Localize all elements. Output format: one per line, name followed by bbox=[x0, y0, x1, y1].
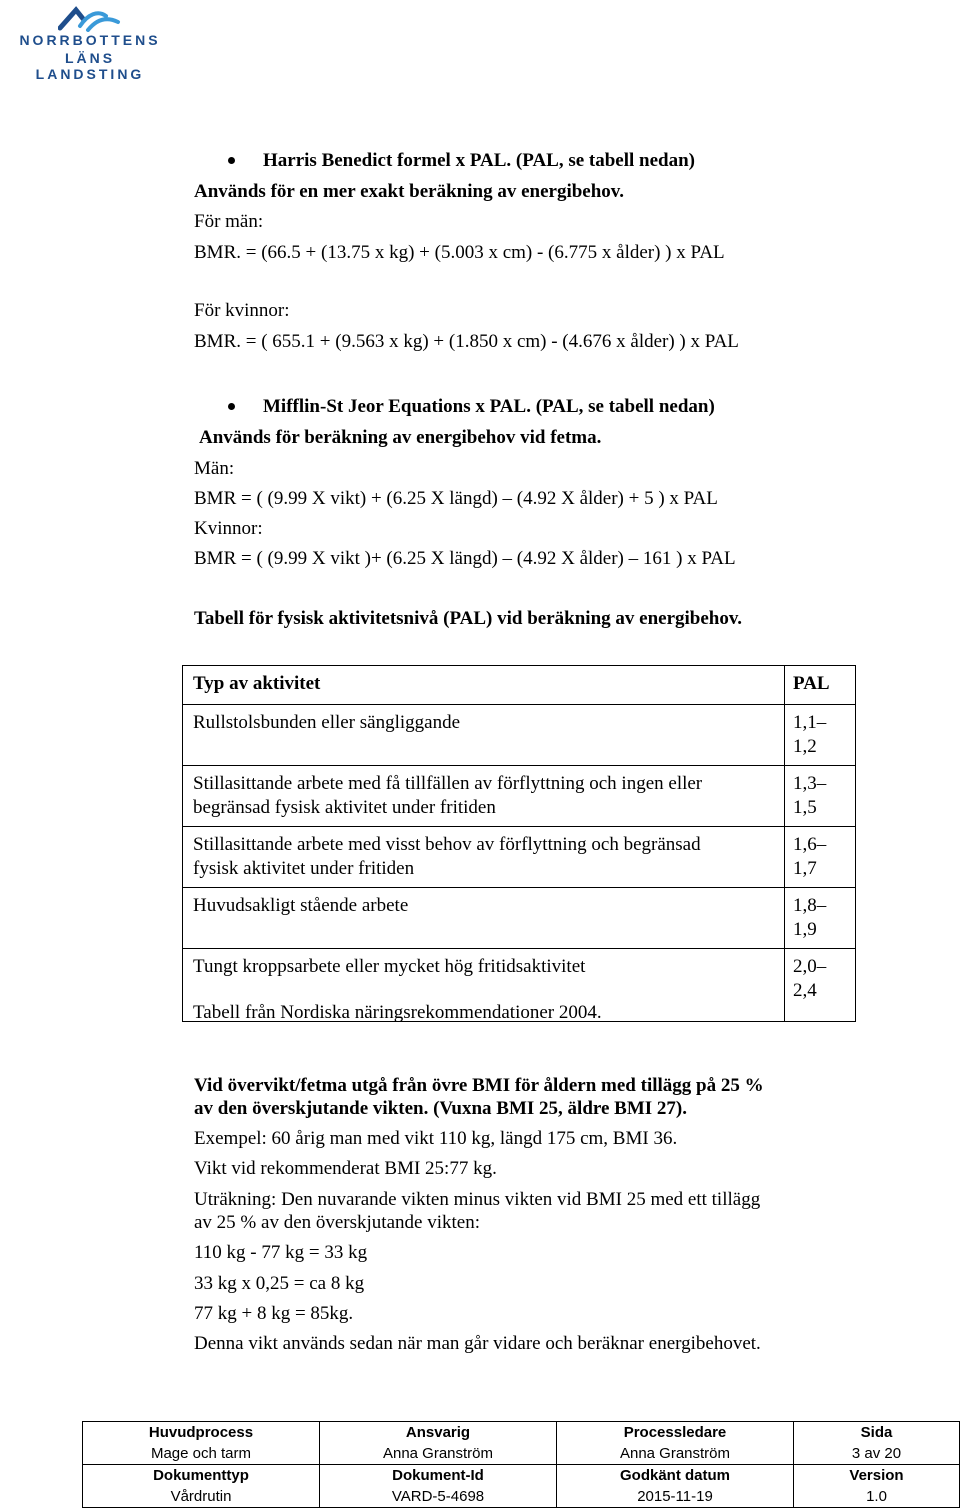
pal-to: 1,7 bbox=[793, 858, 817, 879]
activity-cell bbox=[183, 766, 785, 827]
table-source: Tabell från Nordiska näringsrekommendationer 2004. bbox=[193, 1002, 602, 1023]
mifflin-men-label: Män: bbox=[194, 458, 235, 479]
harris-subheading: Används för en mer exakt beräkning av energibehov. bbox=[194, 181, 624, 202]
harris-women-formula: BMR. = ( 655.1 + (9.563 x kg) + (1.850 x cm) - (4.676 x ålder) ) x PAL bbox=[194, 331, 739, 352]
column-header-activity: Typ av aktivitet bbox=[183, 666, 785, 705]
footer-label: Dokumenttyp bbox=[153, 1467, 249, 1484]
logo bbox=[10, 4, 170, 82]
table-row bbox=[183, 827, 856, 888]
overweight-conclusion: Denna vikt används sedan när man går vidare och beräknar energibehovet. bbox=[194, 1333, 761, 1354]
table-row bbox=[183, 949, 856, 1022]
harris-heading: Harris Benedict formel x PAL. (PAL, se tabell nedan) bbox=[263, 150, 696, 171]
mifflin-heading: Mifflin-St Jeor Equations x PAL. (PAL, se tabell nedan) bbox=[263, 396, 715, 417]
overweight-calc-line: Uträkning: Den nuvarande vikten minus vikten vid BMI 25 med ett tillägg bbox=[194, 1189, 761, 1210]
footer-table bbox=[82, 1421, 960, 1508]
footer-cell-sida bbox=[794, 1422, 960, 1465]
footer-label: Dokument-Id bbox=[392, 1467, 484, 1484]
footer-cell-dokument-id bbox=[320, 1465, 557, 1508]
footer-value: Mage och tarm bbox=[150, 1445, 252, 1462]
footer-cell-dokumenttyp bbox=[83, 1465, 320, 1508]
overweight-recommended: Vikt vid rekommenderat BMI 25:77 kg. bbox=[194, 1158, 497, 1179]
footer-cell-huvudprocess bbox=[83, 1422, 320, 1465]
footer-label: Huvudprocess bbox=[148, 1424, 254, 1441]
pal-from: 2,0– bbox=[793, 956, 827, 977]
footer-cell-processledare bbox=[557, 1422, 794, 1465]
activity-line: Stillasittande arbete med få tillfällen av förflyttning och ingen eller bbox=[193, 773, 703, 794]
pal-cell bbox=[785, 705, 856, 766]
activity-line: begränsad fysisk aktivitet under fritiden bbox=[193, 797, 496, 818]
pal-to: 1,5 bbox=[793, 797, 817, 818]
activity-cell: Rullstolsbunden eller sängliggande bbox=[183, 705, 785, 766]
activity-line: Stillasittande arbete med visst behov av förflyttning och begränsad bbox=[193, 834, 701, 855]
table-row bbox=[183, 888, 856, 949]
table-header-row bbox=[183, 666, 856, 705]
footer-cell-godkant-datum bbox=[557, 1465, 794, 1508]
pal-table bbox=[182, 665, 856, 1022]
pal-to: 1,2 bbox=[793, 736, 817, 757]
pal-from: 1,3– bbox=[793, 773, 827, 794]
harris-women-label: För kvinnor: bbox=[194, 300, 290, 321]
logo-line-2: LÄNS LANDSTING bbox=[35, 50, 145, 82]
column-header-pal: PAL bbox=[785, 666, 856, 705]
logo-line-1: NORRBOTTENS bbox=[19, 32, 161, 48]
activity-line: Tungt kroppsarbete eller mycket hög fritidsaktivitet bbox=[193, 956, 586, 977]
overweight-step: 110 kg - 77 kg = 33 kg bbox=[194, 1242, 368, 1263]
footer-label: Version bbox=[849, 1467, 904, 1484]
footer-label: Sida bbox=[860, 1424, 893, 1441]
pal-cell bbox=[785, 949, 856, 1022]
pal-to: 2,4 bbox=[793, 980, 817, 1001]
footer-label: Godkänt datum bbox=[619, 1467, 730, 1484]
table-row bbox=[183, 766, 856, 827]
harris-men-label: För män: bbox=[194, 211, 264, 232]
mifflin-subheading: Används för beräkning av energibehov vid fetma. bbox=[199, 427, 602, 448]
table-title: Tabell för fysisk aktivitetsnivå (PAL) vid beräkning av energibehov. bbox=[194, 608, 743, 629]
overweight-calc-line: av 25 % av den överskjutande vikten: bbox=[194, 1212, 480, 1233]
footer-value: Anna Granström bbox=[619, 1445, 731, 1462]
overweight-step: 77 kg + 8 kg = 85kg. bbox=[194, 1303, 354, 1324]
footer-row bbox=[83, 1422, 960, 1465]
mifflin-men-formula: BMR = ( (9.99 X vikt) + (6.25 X längd) – (4.92 X ålder) + 5 ) x PAL bbox=[194, 488, 718, 509]
mifflin-women-label: Kvinnor: bbox=[194, 518, 263, 539]
harris-men-formula: BMR. = (66.5 + (13.75 x kg) + (5.003 x cm) - (6.775 x ålder) ) x PAL bbox=[194, 242, 725, 263]
table-row bbox=[183, 705, 856, 766]
overweight-step: 33 kg x 0,25 = ca 8 kg bbox=[194, 1273, 365, 1294]
pal-cell bbox=[785, 827, 856, 888]
mifflin-women-formula: BMR = ( (9.99 X vikt )+ (6.25 X längd) – (4.92 X ålder) – 161 ) x PAL bbox=[194, 548, 736, 569]
footer-value: Anna Granström bbox=[382, 1445, 494, 1462]
bullet-icon bbox=[228, 403, 235, 410]
activity-cell bbox=[183, 827, 785, 888]
activity-cell bbox=[183, 949, 785, 1022]
footer-value: 2015-11-19 bbox=[637, 1488, 713, 1505]
footer-row bbox=[83, 1465, 960, 1508]
pal-from: 1,6– bbox=[793, 834, 827, 855]
footer-cell-version bbox=[794, 1465, 960, 1508]
pal-from: 1,8– bbox=[793, 895, 827, 916]
pal-cell bbox=[785, 888, 856, 949]
logo-waves-icon bbox=[58, 4, 122, 32]
activity-line: fysisk aktivitet under fritiden bbox=[193, 858, 415, 879]
overweight-example: Exempel: 60 årig man med vikt 110 kg, längd 175 cm, BMI 36. bbox=[194, 1128, 678, 1149]
footer-cell-ansvarig bbox=[320, 1422, 557, 1465]
footer-label: Processledare bbox=[623, 1424, 727, 1441]
footer-value: 3 av 20 bbox=[851, 1445, 902, 1462]
activity-cell: Huvudsakligt stående arbete bbox=[183, 888, 785, 949]
footer-label: Ansvarig bbox=[405, 1424, 471, 1441]
footer-value: 1.0 bbox=[866, 1488, 887, 1505]
footer-value: Vårdrutin bbox=[170, 1488, 232, 1505]
pal-from: 1,1– bbox=[793, 712, 827, 733]
overweight-bold-line: av den överskjutande vikten. (Vuxna BMI 25, äldre BMI 27). bbox=[194, 1098, 687, 1119]
bullet-icon bbox=[228, 157, 235, 164]
pal-to: 1,9 bbox=[793, 919, 817, 940]
pal-cell bbox=[785, 766, 856, 827]
footer-value: VARD-5-4698 bbox=[391, 1488, 485, 1505]
overweight-bold-line: Vid övervikt/fetma utgå från övre BMI för åldern med tillägg på 25 % bbox=[194, 1075, 764, 1096]
